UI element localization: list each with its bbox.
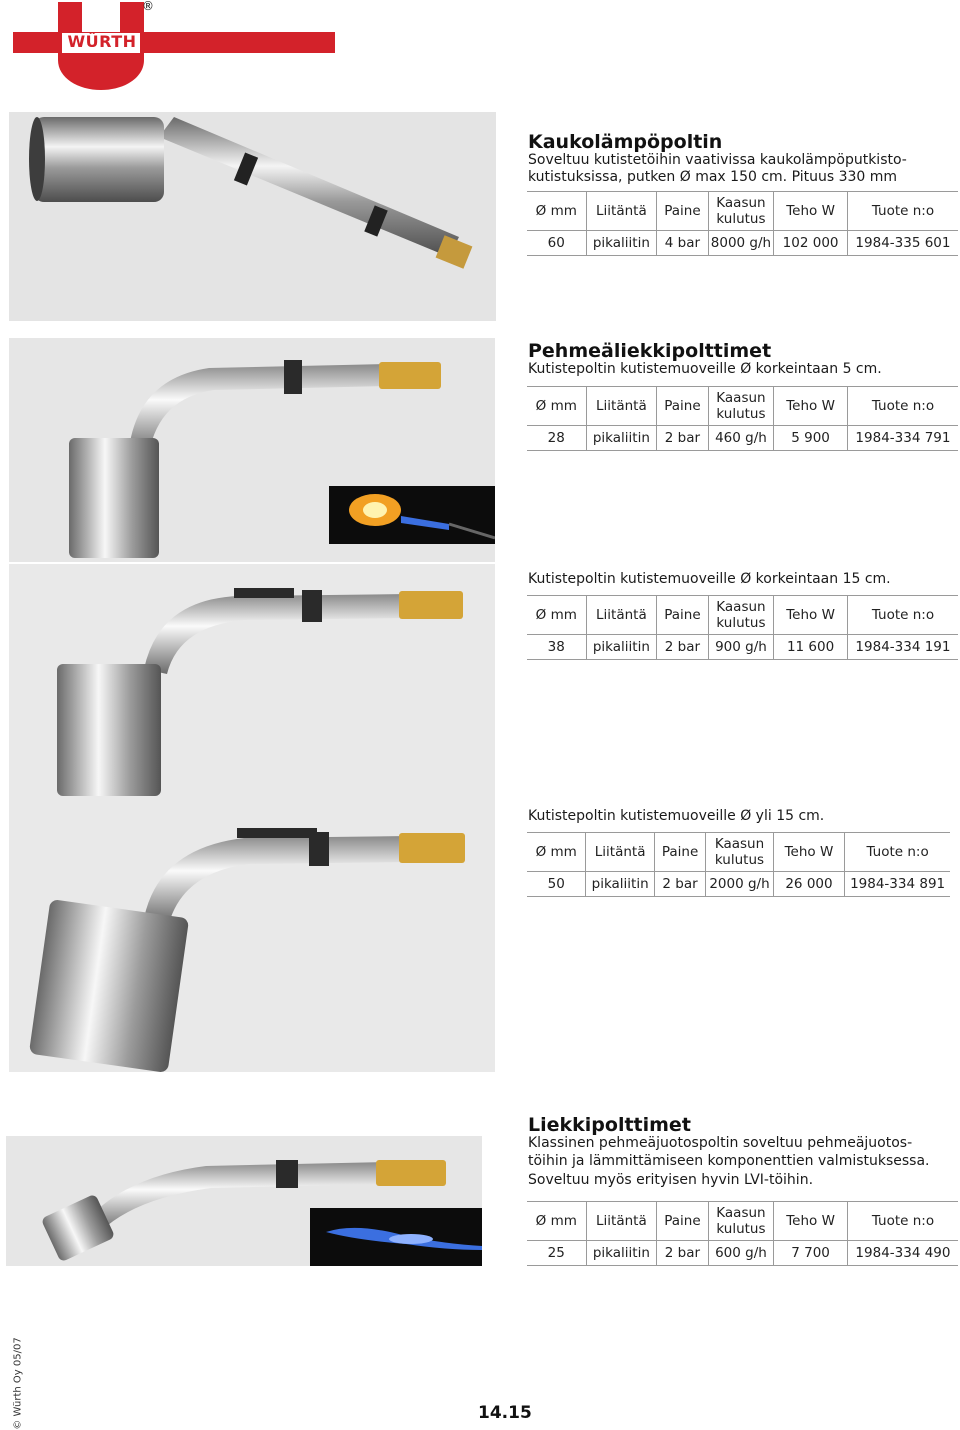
section-desc-line: töihin ja lämmittämiseen komponenttien valmistuksessa. [528, 1153, 930, 1169]
cell-diameter: 28 [527, 426, 586, 451]
cell-pressure: 2 bar [657, 426, 708, 451]
col-header-connection: Liitäntä [586, 387, 657, 426]
table-row [527, 872, 950, 897]
cell-product-number: 1984-334 791 [847, 426, 958, 451]
col-header-connection: Liitäntä [586, 192, 657, 231]
cell-product-number: 1984-334 490 [847, 1241, 958, 1266]
cell-product-number: 1984-335 601 [847, 231, 958, 256]
cell-gas-consumption: 8000 g/h [708, 231, 774, 256]
col-header-pressure: Paine [657, 596, 708, 635]
col-header-product-number: Tuote n:o [847, 1202, 958, 1241]
section-desc-line: kutistuksissa, putken Ø max 150 cm. Pituus 330 mm [528, 169, 898, 185]
section-desc-line: Soveltuu myös erityisen hyvin LVI-töihin. [528, 1172, 814, 1188]
col-header-connection: Liitäntä [586, 833, 654, 872]
col-header-power: Teho W [773, 833, 845, 872]
table-header-row [527, 596, 958, 635]
logo-wordmark: WÜRTH [67, 32, 137, 51]
table-row [527, 1241, 958, 1266]
col-header-gas-consumption: Kaasun kulutus [706, 833, 773, 872]
cell-diameter: 25 [527, 1241, 586, 1266]
cell-pressure: 2 bar [654, 872, 705, 897]
col-header-connection: Liitäntä [586, 596, 657, 635]
cell-product-number: 1984-334 891 [845, 872, 950, 897]
col-header-gas-consumption: Kaasun kulutus [708, 596, 774, 635]
table-row [527, 231, 958, 256]
spec-table [527, 832, 950, 897]
cell-gas-consumption: 460 g/h [708, 426, 774, 451]
section-title-liekkipolttimet: Liekkipolttimet [528, 1114, 691, 1136]
col-header-gas-consumption: Kaasun kulutus [708, 192, 774, 231]
cell-power: 5 900 [774, 426, 848, 451]
spec-table [527, 191, 958, 256]
cell-power: 102 000 [774, 231, 848, 256]
col-header-gas-consumption: Kaasun kulutus [708, 1202, 774, 1241]
col-header-diameter: Ø mm [527, 833, 586, 872]
cell-pressure: 2 bar [657, 635, 708, 660]
cell-power: 26 000 [773, 872, 845, 897]
table-header-row [527, 833, 950, 872]
col-header-diameter: Ø mm [527, 192, 586, 231]
table-row [527, 635, 958, 660]
section-desc-line: Klassinen pehmeäjuotospoltin soveltuu pehmeäjuotos- [528, 1135, 913, 1151]
cell-power: 7 700 [774, 1241, 848, 1266]
col-header-diameter: Ø mm [527, 596, 586, 635]
photo-pehmealiekkipoltin-38 [9, 564, 495, 808]
page-number: 14.15 [478, 1403, 532, 1423]
copyright-notice: © Würth Oy 05/07 [12, 1337, 24, 1430]
col-header-product-number: Tuote n:o [847, 596, 958, 635]
cell-diameter: 50 [527, 872, 586, 897]
cell-connection: pikaliitin [586, 426, 657, 451]
photo-kaukolampopoltin [9, 112, 496, 321]
col-header-diameter: Ø mm [527, 1202, 586, 1241]
col-header-pressure: Paine [657, 192, 708, 231]
cell-diameter: 38 [527, 635, 586, 660]
cell-connection: pikaliitin [586, 1241, 657, 1266]
col-header-product-number: Tuote n:o [847, 387, 958, 426]
cell-diameter: 60 [527, 231, 586, 256]
cell-gas-consumption: 600 g/h [708, 1241, 774, 1266]
col-header-product-number: Tuote n:o [847, 192, 958, 231]
col-header-power: Teho W [774, 387, 848, 426]
section-desc-line: Kutistepoltin kutistemuoveille Ø yli 15 cm. [528, 808, 825, 824]
photo-pehmealiekkipoltin-28 [9, 338, 495, 562]
cell-pressure: 2 bar [657, 1241, 708, 1266]
col-header-diameter: Ø mm [527, 387, 586, 426]
cell-power: 11 600 [774, 635, 848, 660]
section-desc-line: Kutistepoltin kutistemuoveille Ø korkeintaan 15 cm. [528, 571, 891, 587]
photo-pehmealiekkipoltin-50 [9, 808, 495, 1072]
cell-gas-consumption: 2000 g/h [706, 872, 773, 897]
cell-product-number: 1984-334 191 [847, 635, 958, 660]
col-header-power: Teho W [774, 596, 848, 635]
registered-mark: ® [142, 0, 154, 13]
table-row [527, 426, 958, 451]
col-header-gas-consumption: Kaasun kulutus [708, 387, 774, 426]
section-title-pehmealiekkipolttimet: Pehmeäliekkipolttimet [528, 340, 772, 362]
spec-table [527, 386, 958, 451]
photo-liekkipoltin-25 [6, 1136, 482, 1266]
col-header-power: Teho W [774, 1202, 848, 1241]
col-header-pressure: Paine [657, 387, 708, 426]
cell-pressure: 4 bar [657, 231, 708, 256]
cell-connection: pikaliitin [586, 635, 657, 660]
spec-table [527, 1201, 958, 1266]
table-header-row [527, 1202, 958, 1241]
cell-connection: pikaliitin [586, 872, 654, 897]
col-header-product-number: Tuote n:o [845, 833, 950, 872]
col-header-power: Teho W [774, 192, 848, 231]
col-header-pressure: Paine [654, 833, 705, 872]
table-header-row [527, 387, 958, 426]
spec-table [527, 595, 958, 660]
cell-gas-consumption: 900 g/h [708, 635, 774, 660]
section-title-kaukolampopoltin: Kaukolämpöpoltin [528, 131, 723, 153]
col-header-connection: Liitäntä [586, 1202, 657, 1241]
wurth-logo [0, 0, 340, 95]
col-header-pressure: Paine [657, 1202, 708, 1241]
table-header-row [527, 192, 958, 231]
section-desc-line: Kutistepoltin kutistemuoveille Ø korkeintaan 5 cm. [528, 361, 882, 377]
cell-connection: pikaliitin [586, 231, 657, 256]
section-desc-line: Soveltuu kutistetöihin vaativissa kaukolämpöputkisto- [528, 152, 907, 168]
